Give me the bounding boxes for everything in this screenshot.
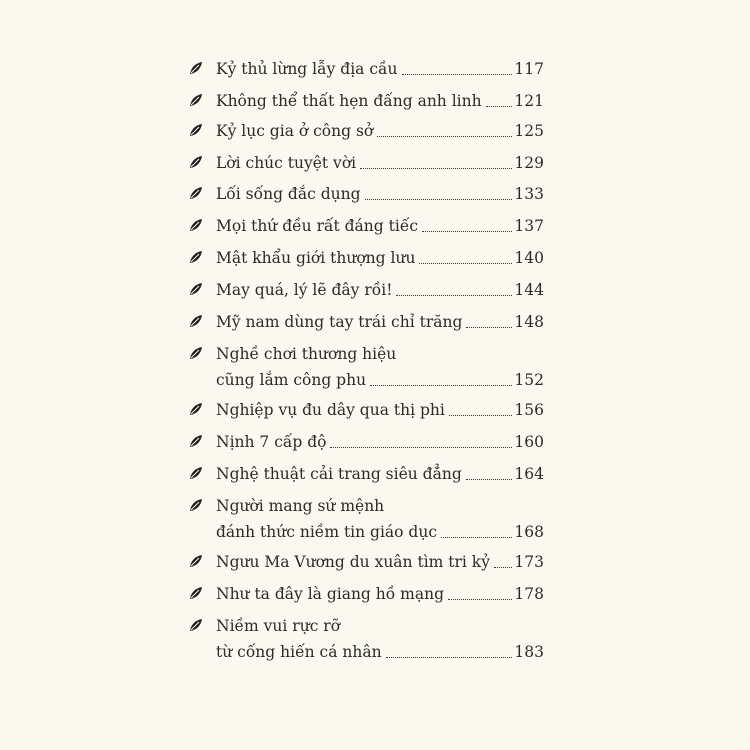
page-number: 125 bbox=[514, 122, 544, 140]
toc-entry-title: Như ta đây là giang hồ mạng bbox=[216, 585, 445, 603]
toc-entry-title: Người mang sứ mệnh bbox=[216, 497, 385, 515]
toc-entry-title: Mọi thứ đều rất đáng tiếc bbox=[216, 217, 419, 235]
leaf-icon bbox=[188, 465, 204, 481]
page-number: 156 bbox=[514, 401, 544, 419]
page-number: 152 bbox=[514, 371, 544, 389]
dot-leader bbox=[360, 168, 512, 169]
page-number: 144 bbox=[514, 281, 544, 299]
dot-leader bbox=[466, 327, 512, 328]
leaf-icon bbox=[188, 553, 204, 569]
dot-leader bbox=[370, 385, 512, 386]
page-number: 140 bbox=[514, 249, 544, 267]
dot-leader bbox=[396, 295, 512, 296]
dot-leader bbox=[419, 263, 512, 264]
dot-leader bbox=[466, 479, 513, 480]
leaf-icon bbox=[188, 122, 204, 138]
dot-leader bbox=[486, 106, 513, 107]
leaf-icon bbox=[188, 92, 204, 108]
dot-leader bbox=[402, 74, 513, 75]
leaf-icon bbox=[188, 617, 204, 633]
page-number: 164 bbox=[514, 465, 544, 483]
page-number: 133 bbox=[514, 185, 544, 203]
leaf-icon bbox=[188, 313, 204, 329]
toc-entry-title: Lời chúc tuyệt vời bbox=[216, 154, 357, 172]
toc-entry-title: Lối sống đắc dụng bbox=[216, 185, 361, 203]
leaf-icon bbox=[188, 345, 204, 361]
dot-leader bbox=[365, 199, 513, 200]
leaf-icon bbox=[188, 401, 204, 417]
leaf-icon bbox=[188, 154, 204, 170]
dot-leader bbox=[449, 415, 513, 416]
page-number: 168 bbox=[514, 523, 544, 541]
toc-entry-title-continued: đánh thức niềm tin giáo dục bbox=[216, 523, 438, 541]
dot-leader bbox=[386, 657, 513, 658]
page-number: 137 bbox=[514, 217, 544, 235]
page-number: 148 bbox=[514, 313, 544, 331]
toc-entry-title-continued: từ cống hiến cá nhân bbox=[216, 643, 382, 661]
page-number: 178 bbox=[514, 585, 544, 603]
leaf-icon bbox=[188, 60, 204, 76]
dot-leader bbox=[441, 537, 512, 538]
toc-entry-title: Kỷ thủ lừng lẫy địa cầu bbox=[216, 60, 398, 78]
page-number: 117 bbox=[514, 60, 544, 78]
leaf-icon bbox=[188, 217, 204, 233]
toc-entry-title: Không thể thất hẹn đấng anh linh bbox=[216, 92, 482, 110]
toc-entry-title: Mỹ nam dùng tay trái chỉ trăng bbox=[216, 313, 463, 331]
toc-entry-title: Nghiệp vụ đu dây qua thị phi bbox=[216, 401, 445, 419]
toc-entry-title: Nịnh 7 cấp độ bbox=[216, 433, 327, 451]
leaf-icon bbox=[188, 585, 204, 601]
dot-leader bbox=[448, 599, 512, 600]
page-number: 183 bbox=[514, 643, 544, 661]
leaf-icon bbox=[188, 249, 204, 265]
page-number: 173 bbox=[514, 553, 544, 571]
dot-leader bbox=[494, 567, 512, 568]
toc-entry-title: Nghệ thuật cải trang siêu đẳng bbox=[216, 465, 462, 483]
toc-entry-title: Nghề chơi thương hiệu bbox=[216, 345, 397, 363]
toc-entry-title-continued: cũng lắm công phu bbox=[216, 371, 367, 389]
dot-leader bbox=[330, 447, 512, 448]
toc-entry-title: Mật khẩu giới thượng lưu bbox=[216, 249, 416, 267]
dot-leader bbox=[377, 136, 512, 137]
leaf-icon bbox=[188, 281, 204, 297]
dot-leader bbox=[422, 231, 512, 232]
page-number: 121 bbox=[514, 92, 544, 110]
leaf-icon bbox=[188, 185, 204, 201]
toc-entry-title: Niềm vui rực rỡ bbox=[216, 617, 341, 635]
leaf-icon bbox=[188, 497, 204, 513]
toc-entry-title: Kỷ lục gia ở công sở bbox=[216, 122, 374, 140]
page-number: 129 bbox=[514, 154, 544, 172]
leaf-icon bbox=[188, 433, 204, 449]
toc-entry-title: Ngưu Ma Vương du xuân tìm tri kỷ bbox=[216, 553, 490, 571]
toc-entry-title: May quá, lý lẽ đây rồi! bbox=[216, 281, 393, 299]
page-number: 160 bbox=[514, 433, 544, 451]
